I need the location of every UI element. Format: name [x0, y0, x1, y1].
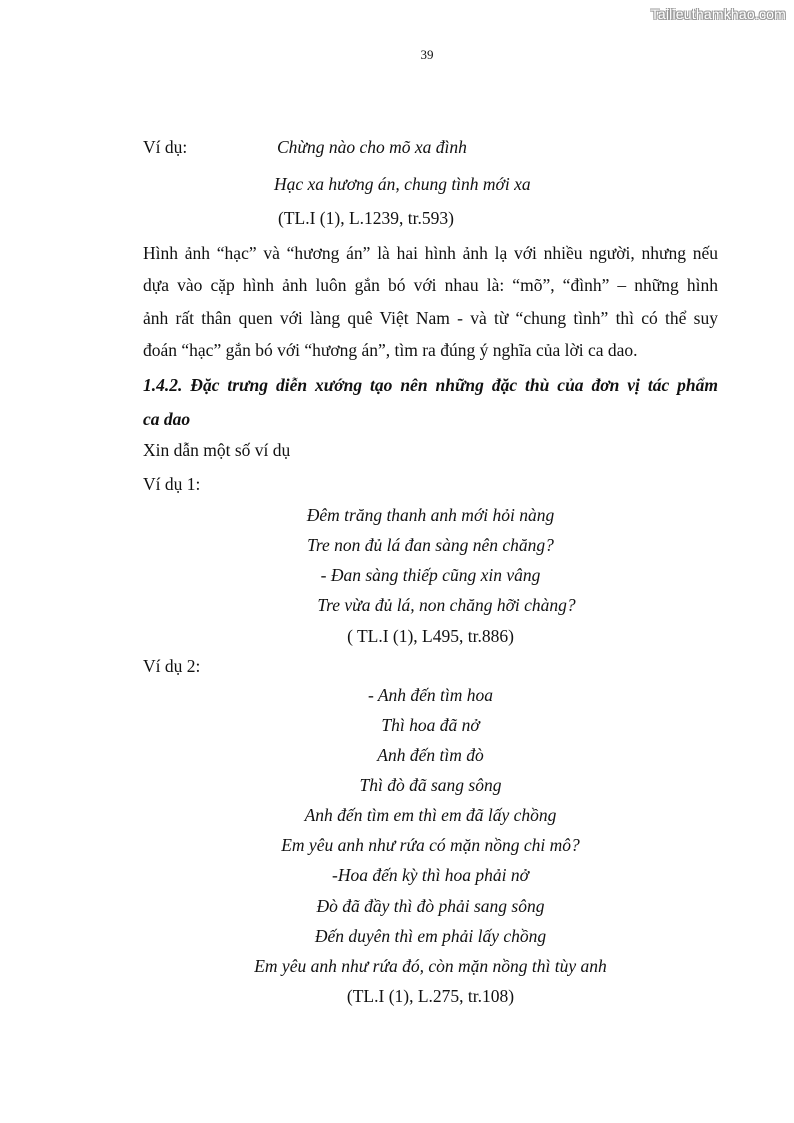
verse-line: - Đan sàng thiếp cũng xin vâng	[320, 565, 541, 585]
citation: ( TL.I (1), L495, tr.886)	[347, 626, 514, 646]
verse-line: - Anh đến tìm hoa	[367, 685, 494, 705]
citation: (TL.I (1), L.275, tr.108)	[346, 986, 515, 1006]
verse-line: Hạc xa hương án, chung tình mới xa	[274, 174, 531, 194]
verse-line: Đến duyên thì em phải lấy chồng	[314, 926, 547, 946]
verse-line: Tre vừa đủ lá, non chăng hỡi chàng?	[317, 595, 576, 615]
verse-line: Thì đò đã sang sông	[359, 775, 502, 795]
verse-line: Em yêu anh như rứa có mặn nồng chi mô?	[281, 835, 580, 855]
paragraph-line: dựa vào cặp hình ảnh luôn gắn bó với nhau là: “mõ”, “đình” – những hình	[143, 275, 718, 295]
verse-line: Thì hoa đã nở	[381, 715, 480, 735]
verse-line: Tre non đủ lá đan sàng nên chăng?	[307, 535, 554, 555]
example-label: Ví dụ:	[143, 137, 188, 157]
verse-line: -Hoa đến kỳ thì hoa phải nở	[332, 865, 529, 885]
verse-line: Anh đến tìm em thì em đã lấy chồng	[304, 805, 557, 825]
verse-line: Đêm trăng thanh anh mới hỏi nàng	[306, 505, 555, 525]
verse-line: Chừng nào cho mõ xa đình	[277, 137, 467, 157]
paragraph-line: ảnh rất thân quen với làng quê Việt Nam - và từ “chung tình” thì có thể suy	[143, 308, 718, 328]
paragraph-line: Hình ảnh “hạc” và “hương án” là hai hình ảnh lạ với nhiều người, nhưng nếu	[143, 243, 718, 263]
section-heading: 1.4.2. Đặc trưng diễn xướng tạo nên những đặc thù của đơn vị tác phẩm	[143, 375, 718, 395]
page-number: 39	[420, 47, 434, 62]
verse-line: Em yêu anh như rứa đó, còn mặn nồng thì tùy anh	[254, 956, 607, 976]
section-heading: ca dao	[143, 409, 191, 429]
citation: (TL.I (1), L.1239, tr.593)	[278, 208, 454, 228]
example-label: Ví dụ 1:	[143, 474, 201, 494]
paragraph-line: đoán “hạc” gắn bó với “hương án”, tìm ra đúng ý nghĩa của lời ca dao.	[143, 340, 638, 360]
verse-line: Anh đến tìm đò	[377, 745, 484, 765]
example-label: Ví dụ 2:	[143, 656, 201, 676]
watermark: Tailieuthamkhao.com	[650, 6, 786, 22]
verse-line: Đò đã đầy thì đò phải sang sông	[316, 896, 545, 916]
intro-text: Xin dẫn một số ví dụ	[143, 440, 291, 460]
